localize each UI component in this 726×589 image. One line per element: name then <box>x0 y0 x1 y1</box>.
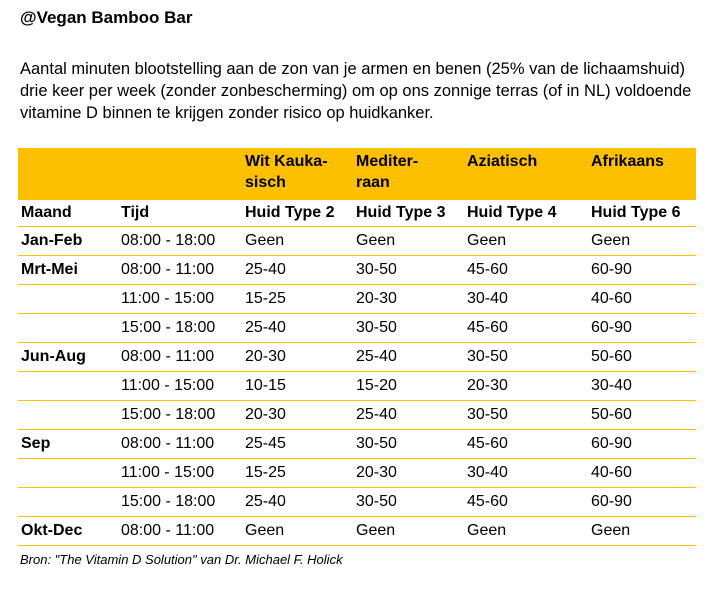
month-cell: Sep <box>18 430 118 459</box>
table-row <box>18 227 696 256</box>
minutes-cell: 30-50 <box>464 343 588 372</box>
month-cell: Okt-Dec <box>18 517 118 546</box>
page-title: @Vegan Bamboo Bar <box>20 8 193 27</box>
minutes-cell: Geen <box>464 517 588 546</box>
minutes-cell: Geen <box>588 227 696 256</box>
month-cell: Jan-Feb <box>18 227 118 256</box>
minutes-cell: 60-90 <box>588 314 696 343</box>
minutes-cell: 45-60 <box>464 430 588 459</box>
month-cell: Mrt-Mei <box>18 256 118 285</box>
minutes-cell: 20-30 <box>464 372 588 401</box>
minutes-cell: 25-40 <box>242 488 353 517</box>
group-header-cell <box>18 148 118 200</box>
time-cell: 08:00 - 11:00 <box>118 256 242 285</box>
column-header: Huid Type 4 <box>464 200 588 227</box>
minutes-cell: Geen <box>353 227 464 256</box>
table-row <box>18 372 696 401</box>
time-cell: 08:00 - 11:00 <box>118 517 242 546</box>
minutes-cell: 30-50 <box>353 256 464 285</box>
minutes-cell: 60-90 <box>588 488 696 517</box>
minutes-cell: 30-50 <box>353 314 464 343</box>
minutes-cell: 20-30 <box>353 459 464 488</box>
group-header-cell: Afrikaans <box>588 148 696 200</box>
minutes-cell: 15-25 <box>242 285 353 314</box>
column-header: Tijd <box>118 200 242 227</box>
minutes-cell: Geen <box>588 517 696 546</box>
column-header: Maand <box>18 200 118 227</box>
group-header-cell <box>118 148 242 200</box>
table-row <box>18 314 696 343</box>
time-cell: 08:00 - 18:00 <box>118 227 242 256</box>
table-row <box>18 401 696 430</box>
column-header: Huid Type 2 <box>242 200 353 227</box>
minutes-cell: 30-40 <box>464 459 588 488</box>
column-header: Huid Type 3 <box>353 200 464 227</box>
time-cell: 15:00 - 18:00 <box>118 401 242 430</box>
month-cell <box>18 372 118 401</box>
minutes-cell: Geen <box>464 227 588 256</box>
minutes-cell: Geen <box>242 227 353 256</box>
minutes-cell: 40-60 <box>588 459 696 488</box>
minutes-cell: 15-25 <box>242 459 353 488</box>
group-header-cell: Aziatisch <box>464 148 588 200</box>
month-cell <box>18 285 118 314</box>
time-cell: 11:00 - 15:00 <box>118 459 242 488</box>
column-header: Huid Type 6 <box>588 200 696 227</box>
minutes-cell: 20-30 <box>242 343 353 372</box>
time-cell: 08:00 - 11:00 <box>118 430 242 459</box>
group-header-cell: Mediter- raan <box>353 148 464 200</box>
minutes-cell: 50-60 <box>588 401 696 430</box>
minutes-cell: 60-90 <box>588 430 696 459</box>
minutes-cell: 20-30 <box>353 285 464 314</box>
minutes-cell: 30-40 <box>464 285 588 314</box>
month-cell <box>18 488 118 517</box>
table-row <box>18 343 696 372</box>
minutes-cell: 45-60 <box>464 488 588 517</box>
minutes-cell: 25-40 <box>353 343 464 372</box>
column-header-row <box>18 200 696 227</box>
minutes-cell: 60-90 <box>588 256 696 285</box>
minutes-cell: 25-40 <box>353 401 464 430</box>
time-cell: 08:00 - 11:00 <box>118 343 242 372</box>
month-cell <box>18 401 118 430</box>
time-cell: 15:00 - 18:00 <box>118 314 242 343</box>
minutes-cell: Geen <box>353 517 464 546</box>
table-row <box>18 256 696 285</box>
sun-exposure-table <box>18 148 696 546</box>
table-row <box>18 285 696 314</box>
month-cell <box>18 314 118 343</box>
minutes-cell: Geen <box>242 517 353 546</box>
source-note: Bron: "The Vitamin D Solution" van Dr. Michael F. Holick <box>20 552 343 567</box>
time-cell: 11:00 - 15:00 <box>118 285 242 314</box>
minutes-cell: 15-20 <box>353 372 464 401</box>
minutes-cell: 50-60 <box>588 343 696 372</box>
month-cell <box>18 459 118 488</box>
time-cell: 15:00 - 18:00 <box>118 488 242 517</box>
minutes-cell: 25-40 <box>242 314 353 343</box>
time-cell: 11:00 - 15:00 <box>118 372 242 401</box>
intro-paragraph: Aantal minuten blootstelling aan de zon van je armen en benen (25% van de lichaamshuid) drie keer per week (zonder zonbescherming) om op ons zonnige terras (of in NL) voldoende vitamine D binnen te krijgen zonder risico op huidkanker. <box>20 60 692 122</box>
minutes-cell: 25-40 <box>242 256 353 285</box>
table-row <box>18 517 696 546</box>
minutes-cell: 25-45 <box>242 430 353 459</box>
table-row <box>18 488 696 517</box>
minutes-cell: 30-50 <box>353 488 464 517</box>
month-cell: Jun-Aug <box>18 343 118 372</box>
minutes-cell: 30-50 <box>353 430 464 459</box>
minutes-cell: 40-60 <box>588 285 696 314</box>
table-row <box>18 430 696 459</box>
group-header-row <box>18 148 696 200</box>
minutes-cell: 20-30 <box>242 401 353 430</box>
minutes-cell: 30-40 <box>588 372 696 401</box>
minutes-cell: 45-60 <box>464 314 588 343</box>
group-header-cell: Wit Kauka- sisch <box>242 148 353 200</box>
minutes-cell: 30-50 <box>464 401 588 430</box>
table-row <box>18 459 696 488</box>
minutes-cell: 10-15 <box>242 372 353 401</box>
minutes-cell: 45-60 <box>464 256 588 285</box>
